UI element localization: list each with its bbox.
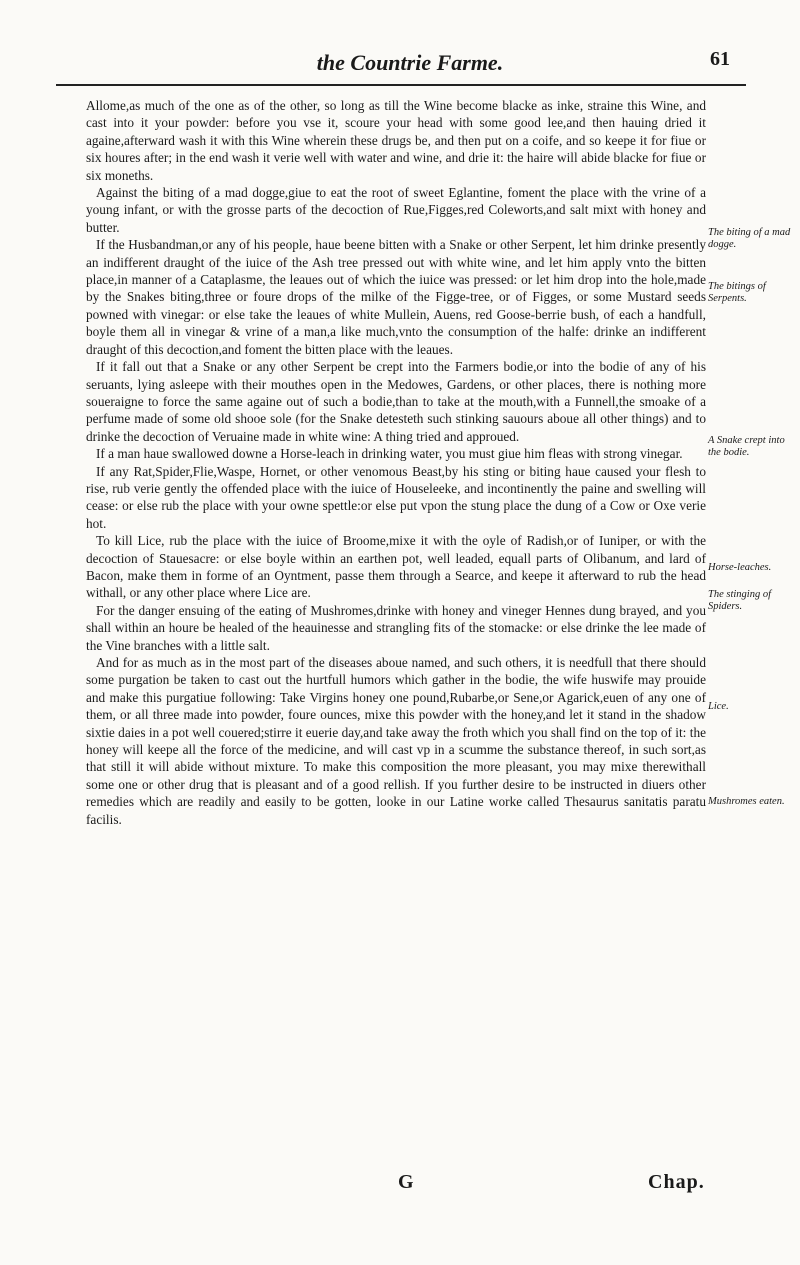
- page-footer: [0, 1171, 800, 1201]
- paragraph-hair-dye: Allome,as much of the one as of the other, so long as till the Wine become blacke as inke, straine this Wine, and cast into it your powder: before you vse it, scoure your head with some good lee,and then hauing dried it againe,afterward wash it with this Wine wherein these drugs be, and then put on a coife, and so keepe it for fiue or six houres after; in the end wash it verie well with water and wine, and drie it: the haire will abide blacke for fiue or six moneths.: [86, 98, 706, 183]
- margin-note-snake-crept: A Snake crept into the bodie.: [708, 435, 785, 458]
- margin-note-horse-leaches: Horse-leaches.: [708, 562, 772, 573]
- catchword: Chap.: [648, 1171, 705, 1193]
- paragraph-stings: If any Rat,Spider,Flie,Waspe, Hornet, or other venomous Beast,by his sting or biting haue caused your flesh to rise, rub verie gently the offended place with the iuice of Houseleeke, and incontinently the paine and swelling will cease: or else rub the place with your owne spettle:or else put vpon the stung place the dung of a Cow or Oxe verie hot.: [86, 463, 706, 531]
- margin-note-serpents: The bitings of Serpents.: [708, 281, 766, 304]
- running-head: the Countrie Farme.: [316, 50, 504, 75]
- paragraph-mushromes: For the danger ensuing of the eating of Mushromes,drinke with honey and vineger Hennes dung brayed, and you shall within an houre be healed of the heauinesse and strangling fits of the stomacke: or else drinke the lee made of the Vine branches with a little salt.: [86, 602, 706, 653]
- paragraph-serpent-bite: If the Husbandman,or any of his people, haue beene bitten with a Snake or other Serpent, let him drinke presently an indifferent draught of the iuice of the Ash tree pressed out with white wine, and let him apply vnto the bitten place,in manner of a Cataplasme, the leaues out of which the iuice was pressed: or let him drop into the hole,made by the Snakes biting,three or foure drops of the milke of the Figge-tree, or of Figges, or some Mustard seeds powned with vinegar: or else take the leaues of white Mullein, Auens, red Goose-berrie bush, of each a handfull, boyle them all in vinegar & vrine of a man,a like much,vnto the consumption of the halfe: drinke an indifferent draught of this decoction,and foment the bitten place with the leaues.: [86, 237, 706, 357]
- margin-notes: [708, 0, 794, 1265]
- header-rule: [56, 84, 746, 86]
- page-number: 61: [710, 48, 730, 70]
- margin-note-spiders: The stinging of Spiders.: [708, 589, 772, 612]
- page-header: [90, 44, 730, 84]
- margin-note-mad-dog: The biting of a mad dogge.: [708, 227, 791, 250]
- body-text: [86, 97, 706, 828]
- paragraph-mad-dog: Against the biting of a mad dogge,giue to eat the root of sweet Eglantine, foment the place with the vrine of a young infant, or with the grosse parts of the decoction of Rue,Figges,red Coleworts,and salt mixt with honey and butter.: [86, 185, 706, 235]
- signature-mark: G: [398, 1171, 414, 1193]
- margin-note-mushromes: Mushromes eaten.: [708, 796, 785, 807]
- paragraph-purgation: And for as much as in the most part of the diseases aboue named, and such others, it is needfull that there should some purgation be taken to cast out the hurtfull humors which gather in the bodie, the wife huswife may prouide and make this purgatiue following: Take Virgins honey one pound,Rubarbe,or Sene,or Agarick,euen of any one of them, or all three made into powder, foure ounces, mixe this powder with the honey,and let it stand in the shadow sixtie daies in a pot well couered;stirre it euerie day,and take away the froth which you shall find on the top of it: the honey will keepe all the force of the medicine, and will cast vp in a scumme the substance thereof, in such sort,as that still it will abide without mixture. To make this composition the more pleasant, you may mixe therewithall some one or other drug that is pleasant and of a good rellish. If you further desire to be instructed in diuers other remedies which are readily and easily to be gotten, looke in our Latine worke called Thesaurus sanitatis paratu facilis.: [86, 655, 706, 827]
- paragraph-snake-in-body: If it fall out that a Snake or any other Serpent be crept into the Farmers bodie,or into the bodie of any of his seruants, lying asleepe with their mouthes open in the Medowes, Gardens, or other places, there is nothing more soueraigne to force the same againe out of such a bodie,than to take at the mouth,with a Funnell,the smoake of a perfume made of some old shooe sole (for the Snake detesteth such stinking sauours aboue all other things) and to drinke the decoction of Veruaine made in white wine: A thing tried and approued.: [86, 359, 706, 444]
- paragraph-horse-leach: If a man haue swallowed downe a Horse-leach in drinking water, you must giue him fleas with strong vinegar.: [96, 446, 683, 462]
- paragraph-lice: To kill Lice, rub the place with the iuice of Broome,mixe it with the oyle of Radish,or of Iuniper, or with the decoction of Stauesacre: or else boyle within an earthen pot, well leaded, equall parts of Olibanum, and lard of Bacon, make them in forme of an Oyntment, passe them through a Searce, and keepe it afterward to rub the head withall, or any other place where Lice are.: [86, 533, 706, 601]
- margin-note-lice: Lice.: [708, 701, 729, 712]
